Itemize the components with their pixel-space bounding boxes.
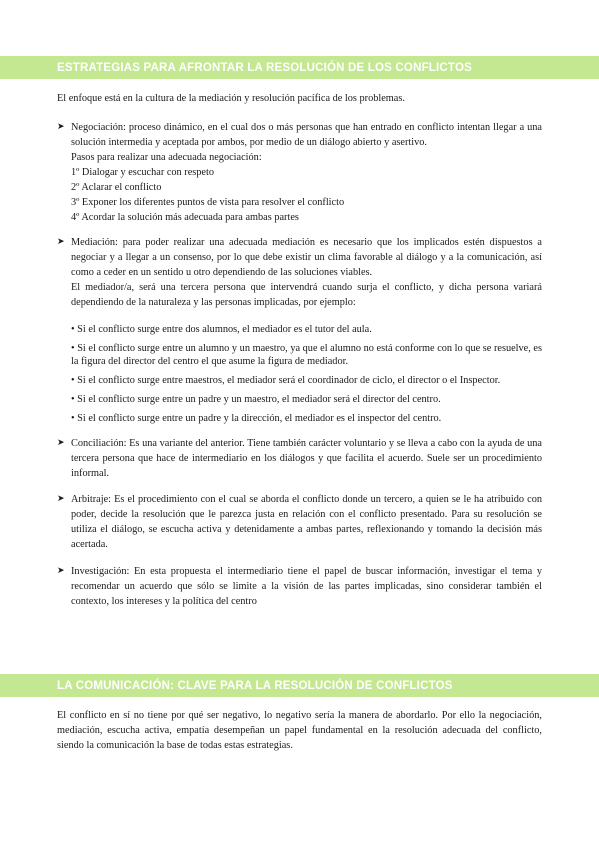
arrow-right-icon: ➤ [57, 122, 65, 132]
list-item-mediacion [57, 235, 542, 310]
mediacion-bullet: • Si el conflicto surge entre un padre y la dirección, el mediador es el inspector del centro. [71, 413, 442, 424]
negociacion-steps-intro: Pasos para realizar una adecuada negociación: [71, 152, 262, 163]
conciliacion-text: Conciliación: Es una variante del anterior. Tiene también carácter voluntario y se lleva a cabo con la ayuda de una tercera persona que hace de intermediario en los diálogos y que facilita el acuerdo. Suele ser un procedimiento informal. [71, 438, 542, 479]
section-header-band [0, 674, 599, 697]
arrow-right-icon: ➤ [57, 566, 65, 576]
mediacion-text: Mediación: para poder realizar una adecuada mediación es necesario que los implicados estén dispuestos a negociar y a llegar a un consenso, por lo que debe existir un clima favorable al diálogo y a la comunicación, así como a ceder en un sentido u otro dependiendo de las soluciones viables. [71, 237, 542, 278]
negociacion-step: 4º Acordar la solución más adecuada para ambas partes [71, 212, 299, 223]
list-item-negociacion [57, 120, 542, 225]
investigacion-text: Investigación: En esta propuesta el intermediario tiene el papel de buscar información, investigar el tema y recomendar un acuerdo que sólo se limite a la visión de las partes implicadas, sino considerar también el contexto, los intereses y la política del centro [71, 566, 542, 607]
list-item-arbitraje [57, 492, 542, 552]
section-title: ESTRATEGIAS PARA AFRONTAR LA RESOLUCIÓN DE LOS CONFLICTOS [57, 61, 472, 74]
arrow-right-icon: ➤ [57, 438, 65, 448]
comunicacion-paragraph: El conflicto en sí no tiene por qué ser negativo, lo negativo sería la manera de abordarlo. Por ello la negociación, mediación, escucha activa, empatía desempeñan un papel fundamental en la resolución adecuada del conflicto, siendo la comunicación la base de todas estas estrategias. [57, 710, 542, 751]
negociacion-text: Negociación: proceso dinámico, en el cual dos o más personas que han entrado en conflicto intentan llegar a una solución intermedia y aceptada por ambos, por medio de un diálogo abierto y asertivo. [71, 122, 542, 148]
list-item-conciliacion [57, 436, 542, 481]
section-title: LA COMUNICACIÓN: CLAVE PARA LA RESOLUCIÓN DE CONFLICTOS [57, 679, 453, 692]
mediacion-bullet: • Si el conflicto surge entre un alumno y un maestro, ya que el alumno no está conforme con lo que se resuelve, es la figura del director del centro el que asume la figura de mediador. [71, 343, 542, 367]
negociacion-step: 3º Exponer los diferentes puntos de vista para resolver el conflicto [71, 197, 345, 208]
arrow-right-icon: ➤ [57, 494, 65, 504]
intro-paragraph: El enfoque está en la cultura de la mediación y resolución pacífica de los problemas. [57, 93, 405, 104]
mediacion-bullet: • Si el conflicto surge entre maestros, el mediador será el coordinador de ciclo, el director o el Inspector. [71, 375, 501, 386]
arbitraje-text: Arbitraje: Es el procedimiento con el cual se aborda el conflicto donde un tercero, a quien se le ha atribuido con poder, decide la resolución que le parezca justa en relación con el conflicto presentado. Para su resolución se utiliza el diálogo, se escucha activa y detenidamente a ambas partes, reflexionando y tomando la decisión más acertada. [71, 494, 542, 550]
mediacion-text2: El mediador/a, será una tercera persona que intervendrá cuando surja el conflicto, y dicha persona variará dependiendo de la naturaleza y las personas implicadas, por ejemplo: [71, 282, 542, 308]
mediacion-bullet: • Si el conflicto surge entre un padre y un maestro, el mediador será el director del centro. [71, 394, 441, 405]
arrow-right-icon: ➤ [57, 237, 65, 247]
negociacion-step: 2º Aclarar el conflicto [71, 182, 162, 193]
negociacion-step: 1º Dialogar y escuchar con respeto [71, 167, 214, 178]
section-header-band [0, 56, 599, 79]
list-item-investigacion [57, 564, 542, 609]
mediacion-bullet: • Si el conflicto surge entre dos alumnos, el mediador es el tutor del aula. [71, 324, 372, 335]
